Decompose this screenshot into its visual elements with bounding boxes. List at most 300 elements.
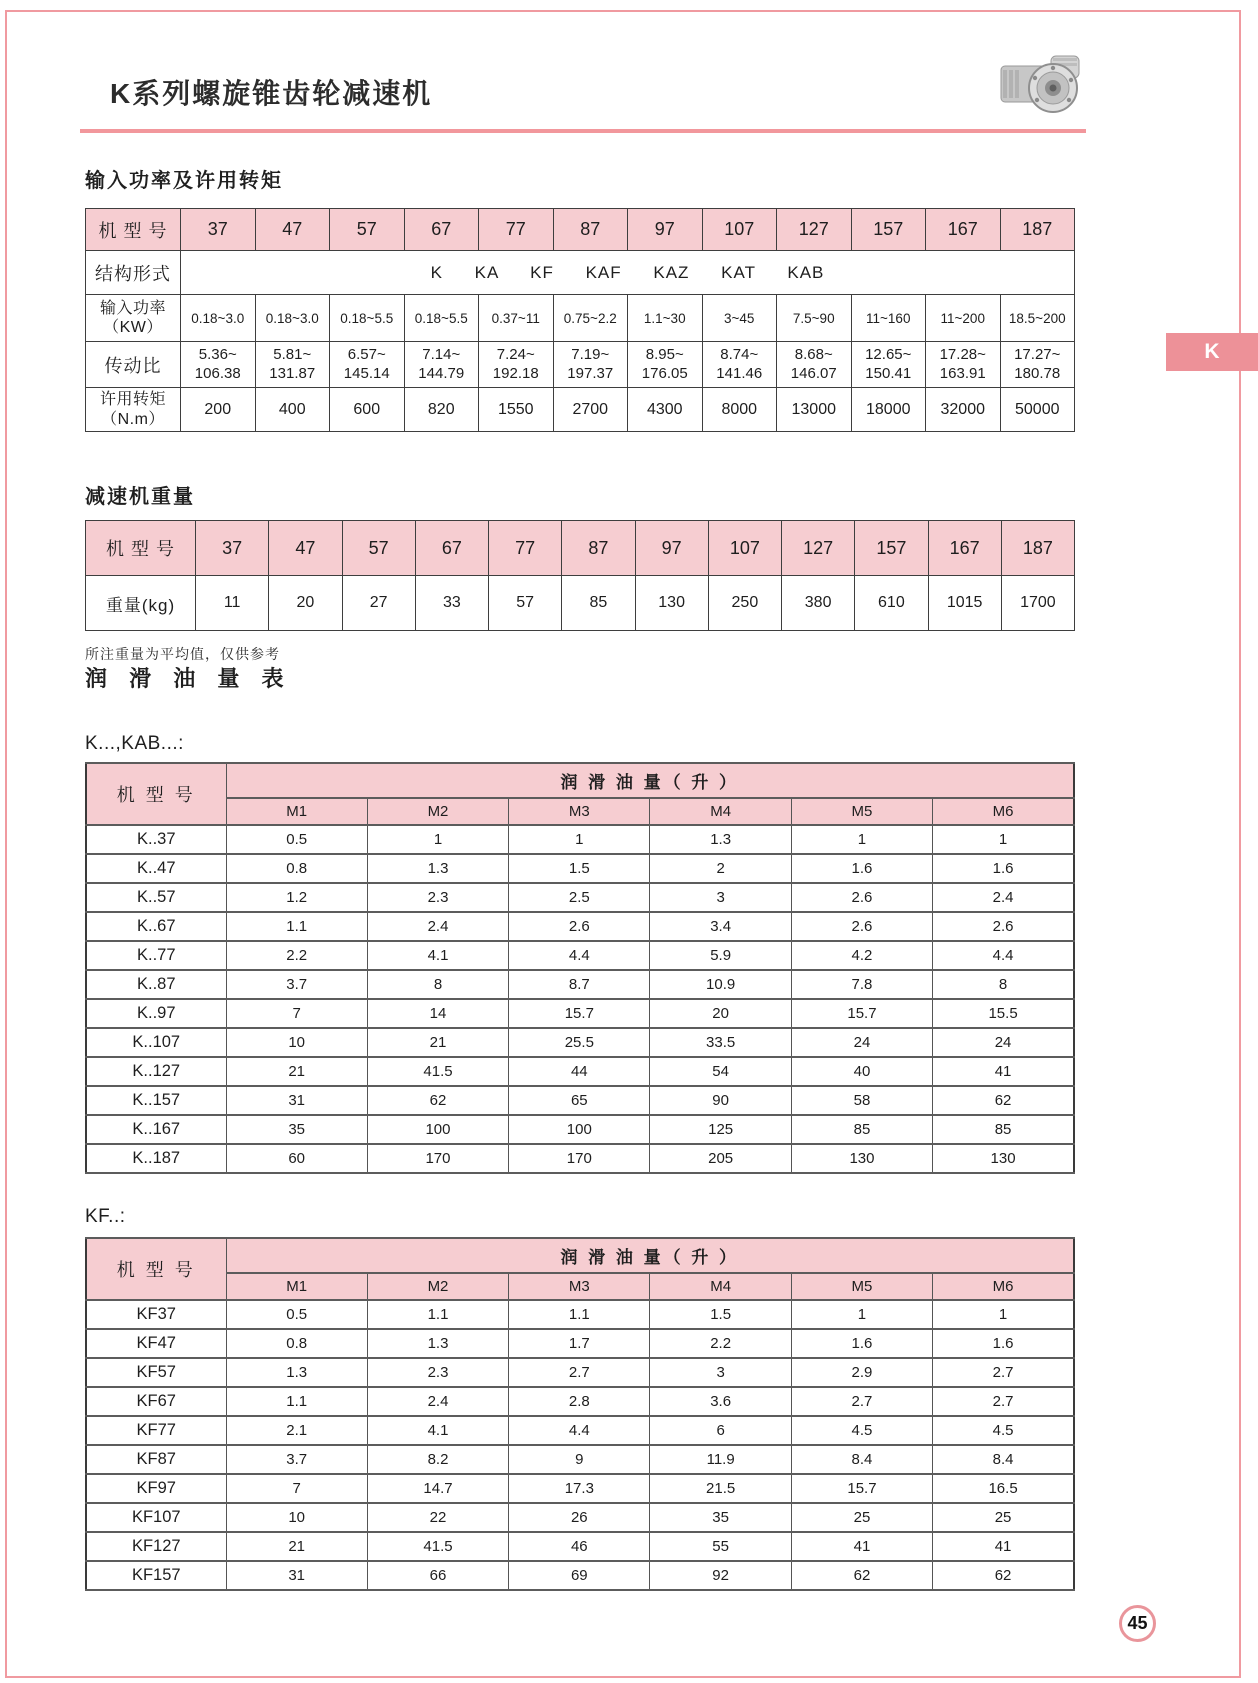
oil-value-cell: 2.4: [933, 883, 1074, 912]
ratio-row: [86, 342, 1075, 388]
oil-value-cell: 0.8: [226, 1329, 367, 1358]
m-header-cell: M5: [791, 1273, 932, 1300]
oil-value-cell: 58: [791, 1086, 932, 1115]
oil-value-cell: 130: [933, 1144, 1074, 1173]
oil-value-cell: 3.4: [650, 912, 791, 941]
oil-value-cell: 62: [367, 1086, 508, 1115]
ratio-cell: 8.74~ 141.46: [702, 342, 777, 388]
oil-value-cell: 1: [933, 825, 1074, 854]
model-cell: KF37: [86, 1300, 226, 1329]
model-cell: K..37: [86, 825, 226, 854]
oil-value-cell: 3.7: [226, 1445, 367, 1474]
oil-value-cell: 2.7: [933, 1387, 1074, 1416]
oil-value-cell: 35: [226, 1115, 367, 1144]
ratio-cell: 5.36~ 106.38: [181, 342, 256, 388]
torque-cell: 1550: [479, 388, 554, 432]
oil-value-cell: 41.5: [367, 1532, 508, 1561]
table-row: [86, 1561, 1074, 1590]
oil-value-cell: 8.4: [791, 1445, 932, 1474]
oil-value-cell: 2.7: [509, 1358, 650, 1387]
oil-value-cell: 21: [226, 1057, 367, 1086]
model-header-cell: 157: [855, 521, 928, 576]
model-label-cell: 机 型 号: [86, 521, 196, 576]
oil-value-cell: 92: [650, 1561, 791, 1590]
oil-value-cell: 60: [226, 1144, 367, 1173]
m-header-cell: M6: [933, 798, 1074, 825]
kf-table-body: [86, 1300, 1074, 1590]
ratio-cell: 17.28~ 163.91: [926, 342, 1001, 388]
oil-value-cell: 1.6: [933, 854, 1074, 883]
m-header-cell: M3: [509, 1273, 650, 1300]
model-header-cell: 187: [1001, 521, 1074, 576]
oil-value-cell: 4.4: [509, 1416, 650, 1445]
weight-cell: 250: [708, 576, 781, 631]
section-heading-lubricant: 润 滑 油 量 表: [85, 666, 292, 691]
oil-value-cell: 2.2: [650, 1329, 791, 1358]
model-header-cell: 97: [635, 521, 708, 576]
oil-value-cell: 2.3: [367, 1358, 508, 1387]
model-header-cell: 77: [479, 209, 554, 251]
model-cell: KF97: [86, 1474, 226, 1503]
model-header-cell: 37: [181, 209, 256, 251]
section-heading-weight: 减速机重量: [85, 486, 195, 508]
model-header-cell: 127: [782, 521, 855, 576]
oil-value-cell: 1.7: [509, 1329, 650, 1358]
model-cell: K..167: [86, 1115, 226, 1144]
model-cell: K..187: [86, 1144, 226, 1173]
table-row: [86, 941, 1074, 970]
oil-value-cell: 2.6: [791, 883, 932, 912]
torque-cell: 32000: [926, 388, 1001, 432]
table-row: [86, 1028, 1074, 1057]
oil-value-cell: 40: [791, 1057, 932, 1086]
model-header-cell: 97: [628, 209, 703, 251]
model-label-cell: 机 型 号: [86, 763, 226, 825]
weight-row: [86, 576, 1075, 631]
oil-value-cell: 62: [933, 1086, 1074, 1115]
oil-value-cell: 6: [650, 1416, 791, 1445]
model-cell: KF107: [86, 1503, 226, 1532]
table-row: [86, 1358, 1074, 1387]
oil-value-cell: 22: [367, 1503, 508, 1532]
weight-cell: 11: [196, 576, 269, 631]
oil-value-cell: 4.4: [509, 941, 650, 970]
oil-value-cell: 2.1: [226, 1416, 367, 1445]
model-cell: KF157: [86, 1561, 226, 1590]
m-header-cell: M2: [367, 798, 508, 825]
torque-unit: （N.m）: [101, 410, 165, 428]
m-header-cell: M2: [367, 1273, 508, 1300]
oil-value-cell: 4.5: [933, 1416, 1074, 1445]
torque-cell: 200: [181, 388, 256, 432]
table-row: [86, 1387, 1074, 1416]
page-title: K系列螺旋锥齿轮减速机: [110, 78, 433, 109]
weight-cell: 33: [415, 576, 488, 631]
oil-value-cell: 2: [650, 854, 791, 883]
model-cell: K..87: [86, 970, 226, 999]
oil-value-cell: 4.1: [367, 1416, 508, 1445]
m-header-row: [86, 1273, 1074, 1300]
model-header-cell: 47: [269, 521, 342, 576]
table-row: [86, 1503, 1074, 1532]
oil-value-cell: 2.3: [367, 883, 508, 912]
weight-cell: 85: [562, 576, 635, 631]
weight-cell: 27: [342, 576, 415, 631]
torque-label-cell: [86, 388, 181, 432]
oil-value-cell: 16.5: [933, 1474, 1074, 1503]
oil-value-cell: 21: [367, 1028, 508, 1057]
oil-value-cell: 31: [226, 1086, 367, 1115]
oil-span-cell: 润 滑 油 量（ 升 ）: [226, 763, 1074, 798]
torque-cell: 8000: [702, 388, 777, 432]
oil-value-cell: 125: [650, 1115, 791, 1144]
oil-value-cell: 25.5: [509, 1028, 650, 1057]
oil-value-cell: 69: [509, 1561, 650, 1590]
model-header-cell: 167: [926, 209, 1001, 251]
ratio-label-cell: 传动比: [86, 342, 181, 388]
oil-value-cell: 44: [509, 1057, 650, 1086]
model-header-cell: 167: [928, 521, 1001, 576]
model-cell: K..67: [86, 912, 226, 941]
torque-cell: 820: [404, 388, 479, 432]
oil-value-cell: 100: [509, 1115, 650, 1144]
torque-cell: 18000: [851, 388, 926, 432]
table-row: [86, 1416, 1074, 1445]
table-row: [86, 1086, 1074, 1115]
oil-value-cell: 1.2: [226, 883, 367, 912]
input-power-cell: 0.18~3.0: [255, 295, 330, 342]
input-power-cell: 1.1~30: [628, 295, 703, 342]
oil-value-cell: 8.4: [933, 1445, 1074, 1474]
oil-value-cell: 1: [367, 825, 508, 854]
weight-cell: 610: [855, 576, 928, 631]
oil-value-cell: 90: [650, 1086, 791, 1115]
input-power-label-cell: [86, 295, 181, 342]
ratio-cell: 17.27~ 180.78: [1000, 342, 1075, 388]
oil-value-cell: 1.5: [650, 1300, 791, 1329]
model-header-cell: 77: [489, 521, 562, 576]
oil-value-cell: 4.1: [367, 941, 508, 970]
input-power-cell: 0.18~5.5: [404, 295, 479, 342]
oil-value-cell: 130: [791, 1144, 932, 1173]
oil-value-cell: 2.4: [367, 912, 508, 941]
table-row: [86, 1474, 1074, 1503]
oil-value-cell: 7.8: [791, 970, 932, 999]
oil-value-cell: 8.2: [367, 1445, 508, 1474]
oil-value-cell: 100: [367, 1115, 508, 1144]
torque-label: 许用转矩: [99, 391, 166, 409]
torque-cell: 400: [255, 388, 330, 432]
table-row: [86, 1144, 1074, 1173]
oil-value-cell: 26: [509, 1503, 650, 1532]
oil-value-cell: 1.6: [933, 1329, 1074, 1358]
oil-value-cell: 2.4: [367, 1387, 508, 1416]
input-power-label: 输入功率: [99, 299, 166, 317]
table-row: [86, 854, 1074, 883]
oil-value-cell: 1.1: [226, 1387, 367, 1416]
table-row: [86, 970, 1074, 999]
input-power-cell: 3~45: [702, 295, 777, 342]
oil-value-cell: 4.5: [791, 1416, 932, 1445]
oil-value-cell: 3.6: [650, 1387, 791, 1416]
oil-value-cell: 2.8: [509, 1387, 650, 1416]
model-label-cell: 机 型 号: [86, 1238, 226, 1300]
oil-value-cell: 65: [509, 1086, 650, 1115]
oil-value-cell: 17.3: [509, 1474, 650, 1503]
oil-value-cell: 21.5: [650, 1474, 791, 1503]
oil-span-cell: 润 滑 油 量（ 升 ）: [226, 1238, 1074, 1273]
oil-value-cell: 2.2: [226, 941, 367, 970]
title-underline: [80, 129, 1086, 133]
table-row: [86, 1532, 1074, 1561]
weight-label-cell: 重量(kg): [86, 576, 196, 631]
k-kab-sublabel: K...,KAB...:: [85, 733, 184, 754]
oil-value-cell: 7: [226, 999, 367, 1028]
model-header-cell: 187: [1000, 209, 1075, 251]
oil-value-cell: 8: [367, 970, 508, 999]
input-power-cell: 11~160: [851, 295, 926, 342]
oil-value-cell: 85: [791, 1115, 932, 1144]
oil-value-cell: 170: [509, 1144, 650, 1173]
page-number-badge: 45: [1119, 1605, 1156, 1642]
model-header-cell: 107: [708, 521, 781, 576]
oil-value-cell: 21: [226, 1532, 367, 1561]
model-cell: K..107: [86, 1028, 226, 1057]
model-cell: KF127: [86, 1532, 226, 1561]
section-heading-power: 输入功率及许用转矩: [85, 170, 283, 192]
oil-value-cell: 1.6: [791, 854, 932, 883]
oil-value-cell: 170: [367, 1144, 508, 1173]
model-header-cell: 87: [562, 521, 635, 576]
input-power-row: [86, 295, 1075, 342]
oil-value-cell: 1.1: [367, 1300, 508, 1329]
power-torque-table: [85, 208, 1075, 432]
model-header-cell: 57: [330, 209, 405, 251]
oil-value-cell: 10: [226, 1503, 367, 1532]
model-cell: KF67: [86, 1387, 226, 1416]
oil-value-cell: 15.7: [791, 999, 932, 1028]
oil-value-cell: 2.6: [933, 912, 1074, 941]
oil-value-cell: 1.6: [791, 1329, 932, 1358]
oil-value-cell: 2.7: [933, 1358, 1074, 1387]
oil-value-cell: 3: [650, 883, 791, 912]
oil-value-cell: 8: [933, 970, 1074, 999]
oil-value-cell: 3.7: [226, 970, 367, 999]
oil-value-cell: 10.9: [650, 970, 791, 999]
oil-value-cell: 11.9: [650, 1445, 791, 1474]
ratio-cell: 6.57~ 145.14: [330, 342, 405, 388]
oil-value-cell: 55: [650, 1532, 791, 1561]
table-row: [86, 883, 1074, 912]
model-cell: K..77: [86, 941, 226, 970]
model-header-cell: 67: [415, 521, 488, 576]
model-cell: KF87: [86, 1445, 226, 1474]
oil-value-cell: 1.5: [509, 854, 650, 883]
oil-value-cell: 62: [933, 1561, 1074, 1590]
input-power-cell: 0.75~2.2: [553, 295, 628, 342]
model-header-row: [86, 521, 1075, 576]
oil-value-cell: 33.5: [650, 1028, 791, 1057]
oil-value-cell: 2.6: [509, 912, 650, 941]
model-header-cell: 87: [553, 209, 628, 251]
model-cell: K..127: [86, 1057, 226, 1086]
table-row: [86, 825, 1074, 854]
oil-value-cell: 0.5: [226, 825, 367, 854]
weight-table: [85, 520, 1075, 631]
oil-value-cell: 1: [791, 825, 932, 854]
oil-value-cell: 2.9: [791, 1358, 932, 1387]
oil-value-cell: 62: [791, 1561, 932, 1590]
table-row: [86, 1300, 1074, 1329]
model-cell: KF57: [86, 1358, 226, 1387]
model-header-row: [86, 209, 1075, 251]
oil-value-cell: 15.7: [509, 999, 650, 1028]
section-tab-k: K: [1166, 333, 1258, 371]
oil-value-cell: 1: [509, 825, 650, 854]
oil-value-cell: 205: [650, 1144, 791, 1173]
gear-reducer-photo-icon: [995, 50, 1085, 114]
oil-value-cell: 1.3: [226, 1358, 367, 1387]
oil-value-cell: 31: [226, 1561, 367, 1590]
model-header-cell: 47: [255, 209, 330, 251]
ratio-cell: 8.95~ 176.05: [628, 342, 703, 388]
oil-value-cell: 35: [650, 1503, 791, 1532]
oil-value-cell: 1: [933, 1300, 1074, 1329]
ratio-cell: 8.68~ 146.07: [777, 342, 852, 388]
structure-forms-cell: K KA KF KAF KAZ KAT KAB: [181, 251, 1075, 295]
ratio-cell: 7.24~ 192.18: [479, 342, 554, 388]
oil-value-cell: 41: [933, 1057, 1074, 1086]
model-cell: K..97: [86, 999, 226, 1028]
oil-value-cell: 4.2: [791, 941, 932, 970]
oil-value-cell: 2.6: [791, 912, 932, 941]
oil-value-cell: 1.1: [509, 1300, 650, 1329]
model-cell: K..157: [86, 1086, 226, 1115]
model-cell: KF47: [86, 1329, 226, 1358]
torque-cell: 4300: [628, 388, 703, 432]
oil-value-cell: 54: [650, 1057, 791, 1086]
model-cell: KF77: [86, 1416, 226, 1445]
model-label-cell: 机 型 号: [86, 209, 181, 251]
kf-sublabel: KF..:: [85, 1206, 126, 1227]
oil-value-cell: 1: [791, 1300, 932, 1329]
oil-header-row: [86, 763, 1074, 798]
oil-value-cell: 15.7: [791, 1474, 932, 1503]
m-header-cell: M3: [509, 798, 650, 825]
m-header-cell: M4: [650, 798, 791, 825]
oil-header-row: [86, 1238, 1074, 1273]
k-kab-table-body: [86, 825, 1074, 1173]
table-row: [86, 1329, 1074, 1358]
oil-value-cell: 1.3: [650, 825, 791, 854]
model-header-cell: 107: [702, 209, 777, 251]
input-power-cell: 0.18~3.0: [181, 295, 256, 342]
m-header-cell: M1: [226, 798, 367, 825]
model-header-cell: 57: [342, 521, 415, 576]
oil-value-cell: 1.1: [226, 912, 367, 941]
oil-value-cell: 3: [650, 1358, 791, 1387]
model-header-cell: 37: [196, 521, 269, 576]
oil-value-cell: 66: [367, 1561, 508, 1590]
structure-row: [86, 251, 1075, 295]
model-header-cell: 127: [777, 209, 852, 251]
weight-cell: 1015: [928, 576, 1001, 631]
oil-value-cell: 41: [791, 1532, 932, 1561]
torque-cell: 2700: [553, 388, 628, 432]
oil-value-cell: 14: [367, 999, 508, 1028]
oil-value-cell: 0.8: [226, 854, 367, 883]
table-row: [86, 912, 1074, 941]
m-header-row: [86, 798, 1074, 825]
oil-value-cell: 2.7: [791, 1387, 932, 1416]
m-header-cell: M5: [791, 798, 932, 825]
ratio-cell: 12.65~ 150.41: [851, 342, 926, 388]
m-header-cell: M1: [226, 1273, 367, 1300]
model-cell: K..57: [86, 883, 226, 912]
weight-cell: 20: [269, 576, 342, 631]
table-row: [86, 1057, 1074, 1086]
oil-value-cell: 8.7: [509, 970, 650, 999]
oil-value-cell: 24: [933, 1028, 1074, 1057]
weight-cell: 1700: [1001, 576, 1074, 631]
model-header-cell: 67: [404, 209, 479, 251]
weight-cell: 130: [635, 576, 708, 631]
table-row: [86, 999, 1074, 1028]
oil-value-cell: 14.7: [367, 1474, 508, 1503]
k-kab-lubricant-table: [85, 762, 1075, 1174]
oil-value-cell: 41: [933, 1532, 1074, 1561]
structure-label-cell: 结构形式: [86, 251, 181, 295]
m-header-cell: M6: [933, 1273, 1074, 1300]
weight-cell: 57: [489, 576, 562, 631]
ratio-cell: 7.19~ 197.37: [553, 342, 628, 388]
table-row: [86, 1115, 1074, 1144]
input-power-cell: 0.37~11: [479, 295, 554, 342]
oil-value-cell: 25: [791, 1503, 932, 1532]
input-power-cell: 18.5~200: [1000, 295, 1075, 342]
oil-value-cell: 15.5: [933, 999, 1074, 1028]
oil-value-cell: 2.5: [509, 883, 650, 912]
model-cell: K..47: [86, 854, 226, 883]
oil-value-cell: 10: [226, 1028, 367, 1057]
torque-cell: 600: [330, 388, 405, 432]
ratio-cell: 7.14~ 144.79: [404, 342, 479, 388]
oil-value-cell: 46: [509, 1532, 650, 1561]
oil-value-cell: 5.9: [650, 941, 791, 970]
table-row: [86, 1445, 1074, 1474]
ratio-cell: 5.81~ 131.87: [255, 342, 330, 388]
oil-value-cell: 1.3: [367, 854, 508, 883]
oil-value-cell: 0.5: [226, 1300, 367, 1329]
oil-value-cell: 9: [509, 1445, 650, 1474]
oil-value-cell: 41.5: [367, 1057, 508, 1086]
m-header-cell: M4: [650, 1273, 791, 1300]
oil-value-cell: 85: [933, 1115, 1074, 1144]
input-power-cell: 0.18~5.5: [330, 295, 405, 342]
oil-value-cell: 4.4: [933, 941, 1074, 970]
input-power-unit: （KW）: [103, 319, 163, 336]
oil-value-cell: 20: [650, 999, 791, 1028]
torque-cell: 13000: [777, 388, 852, 432]
torque-row: [86, 388, 1075, 432]
oil-value-cell: 1.3: [367, 1329, 508, 1358]
input-power-cell: 7.5~90: [777, 295, 852, 342]
oil-value-cell: 24: [791, 1028, 932, 1057]
kf-lubricant-table: [85, 1237, 1075, 1591]
weight-cell: 380: [782, 576, 855, 631]
weight-note: 所注重量为平均值，仅供参考: [85, 646, 280, 662]
oil-value-cell: 7: [226, 1474, 367, 1503]
